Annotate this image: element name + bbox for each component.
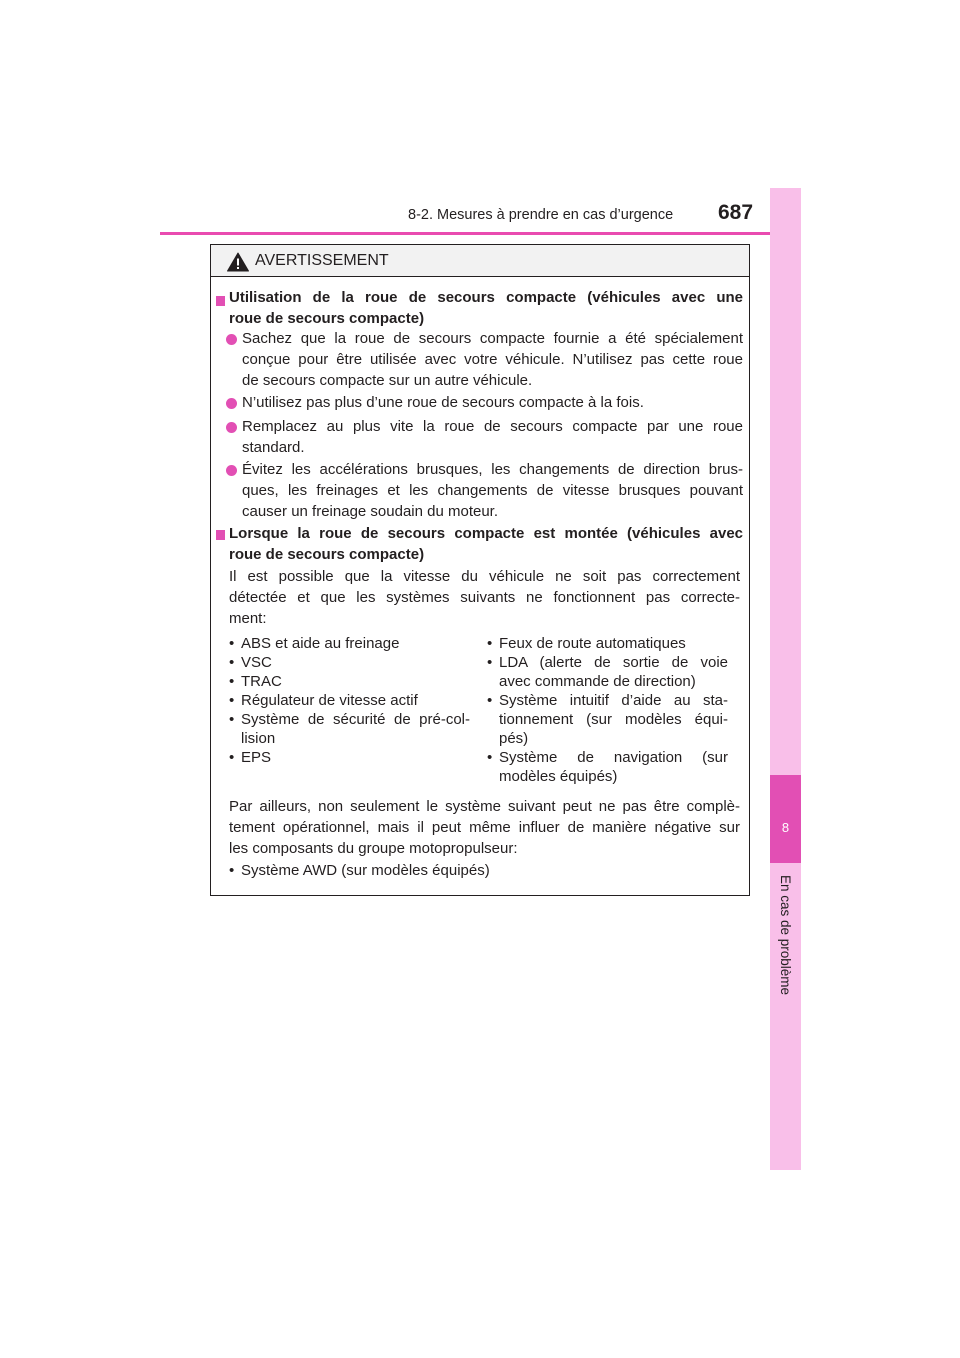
chapter-title: En cas de problème: [778, 874, 793, 996]
bullet-line: N’utilisez pas plus d’une roue de secours compacte à la fois.: [242, 394, 644, 411]
list-item: • ABS et aide au freinage: [229, 635, 400, 652]
paragraph-line: Il est possible que la vitesse du véhicule ne soit pas correctement: [229, 568, 740, 585]
section2-heading: [229, 523, 743, 565]
bullet-line: standard.: [242, 439, 305, 456]
chapter-number: 8: [781, 820, 790, 835]
section2-paragraph-2: [229, 796, 740, 859]
page-number: 687: [718, 201, 754, 224]
bullet-line: Sachez que la roue de secours compacte fournie a été spécialement: [242, 330, 743, 347]
systems-list-last: [229, 861, 629, 880]
section1-bullet-4: [242, 459, 743, 522]
paragraph-line: ment:: [229, 610, 267, 627]
list-item: • Système intuitif d’aide au sta- tionnement (sur modèles équi- pés): [487, 692, 728, 747]
list-item: • LDA (alerte de sortie de voie avec commande de direction): [487, 654, 728, 690]
paragraph-line: détectée et que les systèmes suivants ne fonctionnent pas correcte-: [229, 589, 740, 606]
pink-dot-icon: [226, 398, 237, 409]
list-item: • Feux de route automatiques: [487, 635, 686, 652]
warning-triangle-icon: [227, 252, 249, 272]
systems-list-right: [487, 634, 728, 786]
paragraph-line: Par ailleurs, non seulement le système suivant peut ne pas être complè-: [229, 798, 740, 815]
section-title: 8-2. Mesures à prendre en cas d’urgence: [408, 207, 674, 223]
list-item: • Système AWD (sur modèles équipés): [229, 862, 490, 879]
header-rule: [160, 232, 801, 235]
section1-bullet-1: [242, 328, 743, 391]
pink-dot-icon: [226, 334, 237, 345]
bullet-line: conçue pour être utilisée avec votre véhicule. N’utilisez pas cette roue: [242, 351, 743, 368]
list-item: • VSC: [229, 654, 272, 671]
bullet-line: Remplacez au plus vite la roue de secours compacte par une roue: [242, 418, 743, 435]
list-item: • TRAC: [229, 673, 282, 690]
section2-heading-line2: roue de secours compacte): [229, 546, 425, 563]
section1-bullet-3: [242, 416, 743, 458]
section2-heading-line1: Lorsque la roue de secours compacte est montée (véhicules avec: [229, 525, 743, 542]
pink-dot-icon: [226, 465, 237, 476]
pink-dot-icon: [226, 422, 237, 433]
warning-header: [211, 245, 749, 277]
section2-paragraph: [229, 566, 740, 629]
bullet-line: Évitez les accélérations brusques, les changements de direction brus-: [242, 461, 743, 478]
paragraph-line: tement opérationnel, mais il peut même influer de manière négative sur: [229, 819, 740, 836]
section1-heading-line1: Utilisation de la roue de secours compacte (véhicules avec une: [229, 289, 743, 306]
list-item: • Système de sécurité de pré-col- lision: [229, 711, 470, 747]
section1-heading-line2: roue de secours compacte): [229, 310, 425, 327]
paragraph-line: les composants du groupe motopropulseur:: [229, 840, 518, 857]
bullet-line: causer un freinage soudain du moteur.: [242, 503, 499, 520]
bullet-line: ques, les freinages et les changements de vitesse brusques pouvant: [242, 482, 743, 499]
list-item: • Système de navigation (sur modèles équipés): [487, 749, 728, 785]
warning-title: AVERTISSEMENT: [255, 252, 389, 269]
section1-heading: [229, 287, 743, 329]
list-item: • Régulateur de vitesse actif: [229, 692, 418, 709]
section1-bullet-2: [242, 392, 743, 413]
bullet-line: de secours compacte sur un autre véhicule.: [242, 372, 533, 389]
pink-square-icon: [216, 296, 225, 306]
list-item: • EPS: [229, 749, 272, 766]
pink-square-icon: [216, 530, 225, 540]
systems-list-left: [229, 634, 470, 767]
